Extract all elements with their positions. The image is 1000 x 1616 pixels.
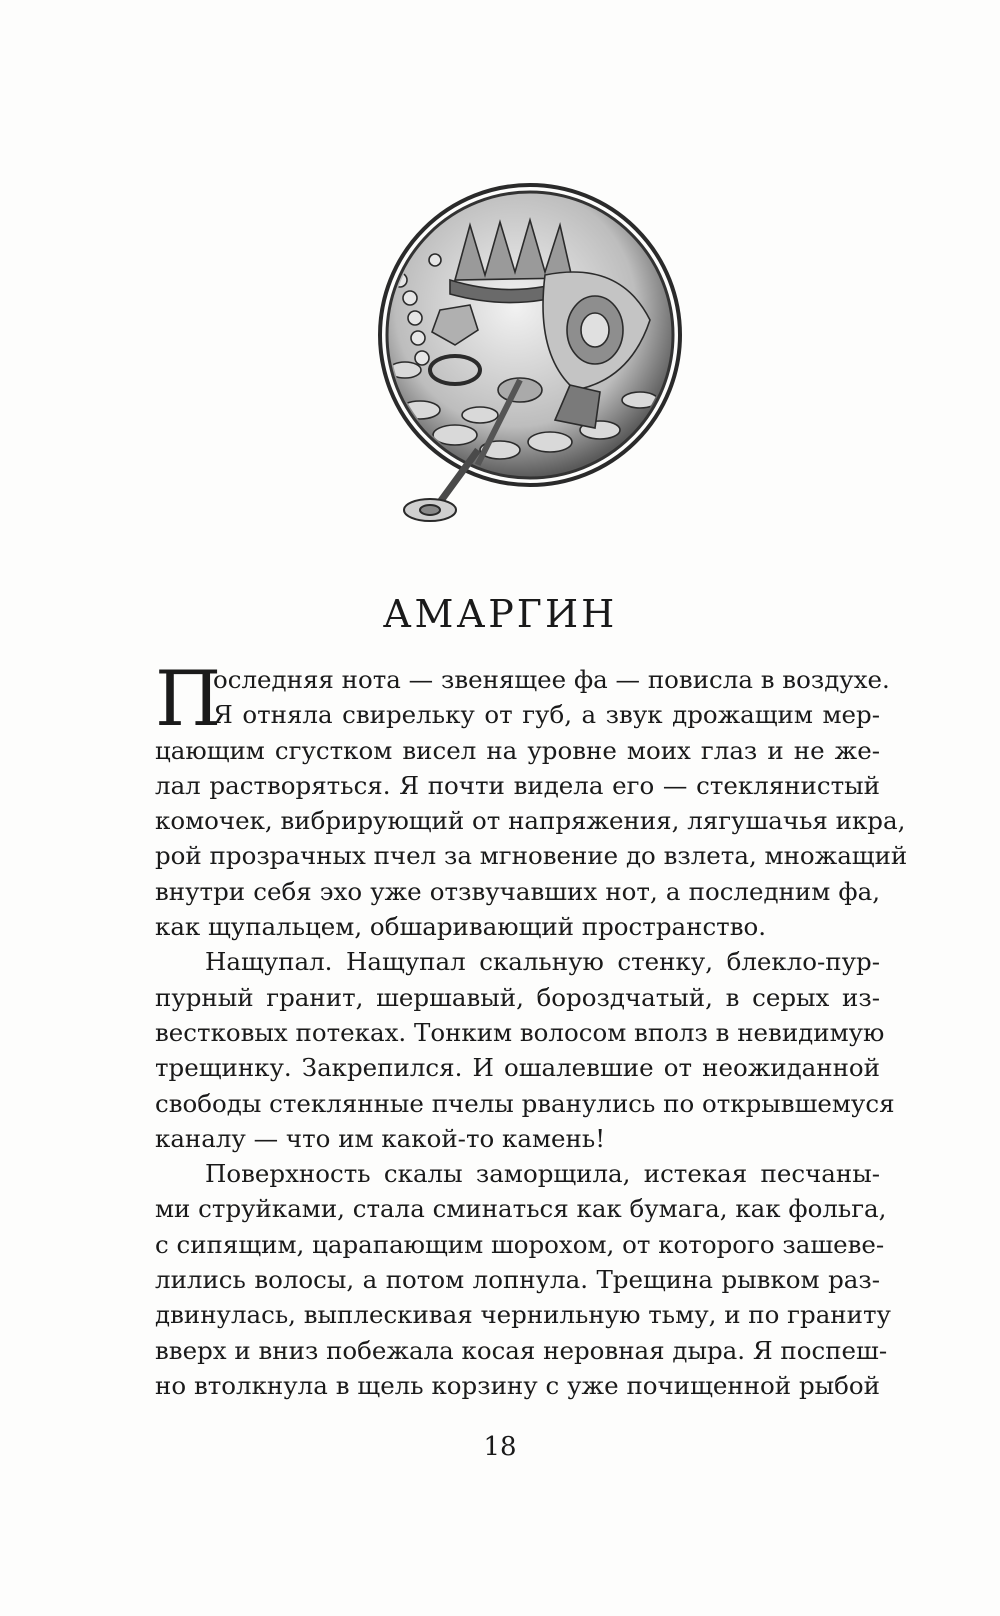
text-line: ми струйками, стала сминаться как бумага, как фольга, — [155, 1194, 887, 1224]
text-line: Я отняла свирельку от губ, а звук дрожащим мер- — [213, 700, 880, 730]
text-line: лал растворяться. Я почти видела его — стеклянистый — [155, 770, 880, 800]
text-line: как щупальцем, обшаривающий пространство. — [155, 912, 767, 942]
text-line: вверх и вниз побежала косая неровная дыра. Я поспеш- — [155, 1335, 888, 1365]
text-line: пурный гранит, шершавый, бороздчатый, в серых из- — [155, 982, 880, 1012]
page-number: 18 — [483, 1432, 517, 1462]
text-line: двинулась, выплескивая чернильную тьму, и по граниту — [155, 1300, 891, 1330]
text-line: каналу — что им какой-то камень! — [155, 1123, 606, 1153]
text-line: трещинку. Закрепился. И ошалевшие от неожиданной — [155, 1053, 880, 1083]
text-line: лились волосы, а потом лопнула. Трещина рывком раз- — [155, 1265, 880, 1295]
text-line: Нащупал. Нащупал скальную стенку, блекло-пур- — [205, 947, 880, 977]
drop-cap: П — [155, 654, 222, 743]
text-line: комочек, вибрирующий от напряжения, лягушачья икра, — [155, 806, 906, 836]
text-line: внутри себя эхо уже отзвучавших нот, а последним фа, — [155, 876, 880, 906]
text-line: оследняя нота — звенящее фа — повисла в воздухе. — [213, 665, 890, 694]
text-line: рой прозрачных пчел за мгновение до взлета, множащий — [155, 841, 908, 871]
paragraph — [155, 654, 908, 944]
text-line: вестковых потеках. Тонким волосом вполз в невидимую — [155, 1017, 885, 1047]
text-line: Поверхность скалы заморщила, истекая песчаны- — [205, 1159, 880, 1189]
treasure-medallion-illustration — [360, 180, 700, 540]
text-line: свободы стеклянные пчелы рванулись по открывшемуся — [155, 1088, 895, 1118]
paragraph — [155, 944, 895, 1156]
text-line: с сипящим, царапающим шорохом, от которого зашеве- — [155, 1229, 885, 1259]
chapter-text — [155, 654, 908, 1403]
paragraph — [155, 1156, 891, 1403]
chapter-title: АМАРГИН — [382, 592, 618, 636]
text-line: но втолкнула в щель корзину с уже почищенной рыбой — [155, 1370, 880, 1400]
text-line: цающим сгустком висел на уровне моих глаз и не же- — [155, 735, 880, 765]
